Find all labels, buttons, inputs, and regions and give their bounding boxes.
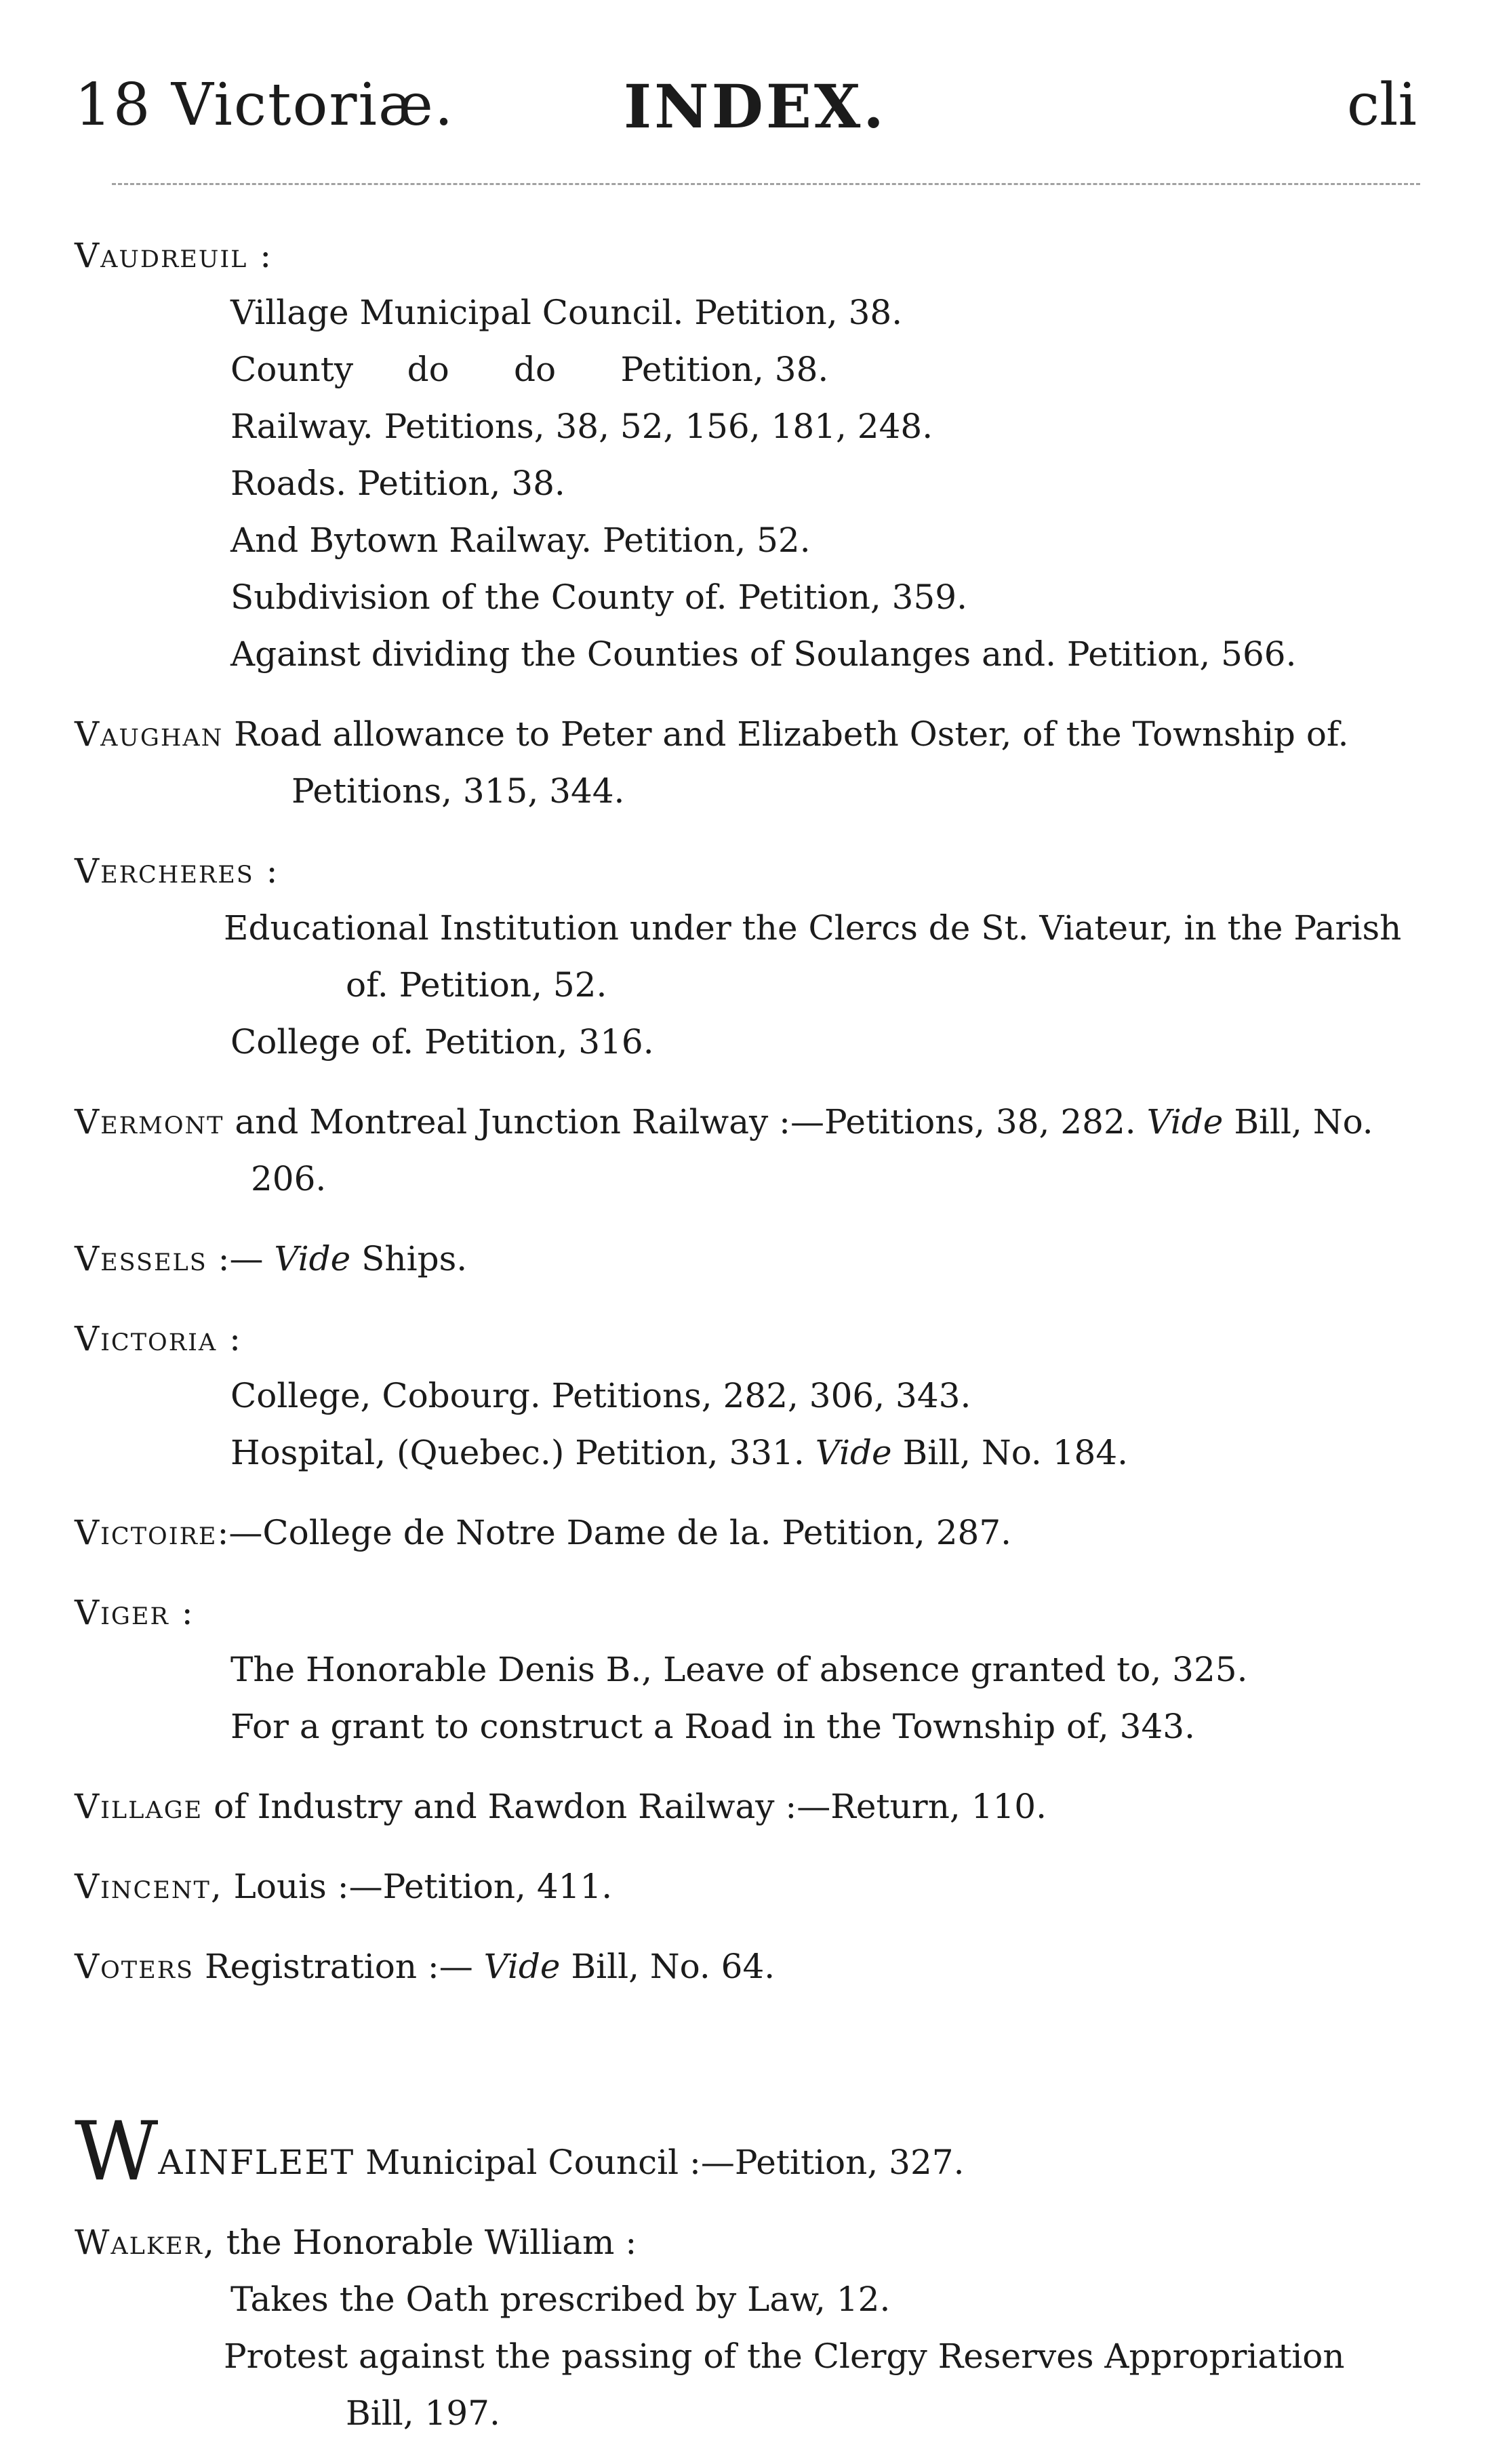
- entry-walker-key: Walker,: [75, 2223, 216, 2262]
- entry-victoire: Victoire:—College de Notre Dame de la. Petition, 287.: [75, 1513, 1012, 1552]
- entry-vaudreuil-item: And Bytown Railway. Petition, 52.: [230, 521, 811, 560]
- entry-vaudreuil-item: Against dividing the Counties of Soulanges and. Petition, 566.: [230, 634, 1297, 674]
- entry-vessels-key: Vessels: [75, 1239, 207, 1278]
- entry-village-key: Village: [75, 1787, 203, 1826]
- entry-vercheres-heading: Vercheres :: [75, 851, 279, 891]
- entry-voters-key: Voters: [75, 1947, 195, 1986]
- entry-victoria-item: College, Cobourg. Petitions, 282, 306, 343.: [230, 1376, 971, 1415]
- entry-vaudreuil-item: Roads. Petition, 38.: [230, 464, 565, 503]
- entry-vermont-key: Vermont: [75, 1102, 224, 1142]
- header-rule: [112, 183, 1420, 185]
- page-header: [75, 71, 1417, 153]
- entry-viger-item: The Honorable Denis B., Leave of absence granted to, 325.: [230, 1650, 1248, 1689]
- header-page-number: cli: [1346, 71, 1417, 139]
- entry-victoria-item: Hospital, (Quebec.) Petition, 331. Vide Bill, No. 184.: [230, 1433, 1129, 1472]
- entry-vincent-key: Vincent,: [75, 1867, 223, 1906]
- entry-vaughan-key: Vaughan: [75, 714, 224, 754]
- entry-vercheres-item: College of. Petition, 316.: [230, 1022, 654, 1062]
- entry-vercheres-item: Educational Institution under the Clercs de St. Viateur, in the Parish of. Petition, 52.: [224, 908, 1402, 1005]
- entry-victoire-key: Victoire: [75, 1513, 218, 1552]
- entry-vaudreuil-item: Subdivision of the County of. Petition, 359.: [230, 578, 968, 617]
- entry-walker-item: Takes the Oath prescribed by Law, 12.: [230, 2280, 891, 2319]
- entry-vermont: Vermont and Montreal Junction Railway :—Petitions, 38, 282. Vide Bill, No. 206.: [75, 1102, 1373, 1198]
- index-entries: [75, 227, 1424, 2442]
- entry-victoria-heading: Victoria :: [75, 1319, 242, 1358]
- entry-vaudreuil-item: Village Municipal Council. Petition, 38.: [230, 293, 903, 332]
- entry-walker-item: Protest against the passing of the Clergy Reserves Appropriation Bill, 197.: [224, 2337, 1345, 2433]
- entry-walker: Walker, the Honorable William :: [75, 2223, 637, 2262]
- entry-vessels: Vessels :— Vide Ships.: [75, 1239, 468, 1278]
- entry-viger-item: For a grant to construct a Road in the Township of, 343.: [230, 1707, 1195, 1746]
- header-session: 18 Victoriæ.: [75, 71, 455, 139]
- entry-vaughan-text: Road allowance to Peter and Elizabeth Oster, of the Township of. Petitions, 315, 344.: [234, 714, 1349, 811]
- entry-vaudreuil-heading: Vaudreuil :: [75, 236, 273, 275]
- entry-vaudreuil-item: County do do Petition, 38.: [230, 350, 829, 389]
- section-dropcap: W: [75, 2105, 159, 2199]
- entry-voters: Voters Registration :— Vide Bill, No. 64.: [75, 1947, 775, 1986]
- entry-vaudreuil-item: Railway. Petitions, 38, 52, 156, 181, 248.: [230, 407, 933, 446]
- entry-vincent: Vincent, Louis :—Petition, 411.: [75, 1867, 613, 1906]
- entry-vaughan: [75, 706, 1424, 820]
- entry-wainfleet: WAINFLEET Municipal Council :—Petition, 327.: [75, 2105, 965, 2199]
- entry-village: Village of Industry and Rawdon Railway :—Return, 110.: [75, 1787, 1047, 1826]
- header-title: INDEX.: [624, 71, 887, 142]
- entry-viger-heading: Viger :: [75, 1593, 195, 1632]
